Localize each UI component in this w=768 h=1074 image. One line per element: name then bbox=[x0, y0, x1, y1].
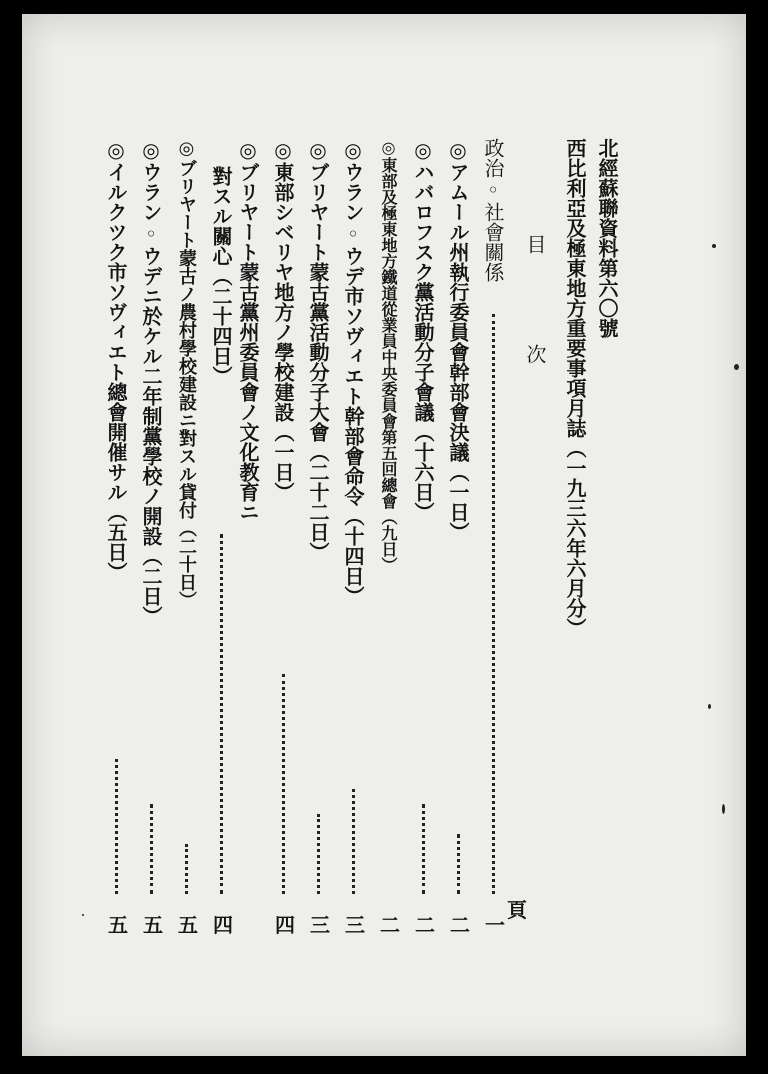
toc-leader-8 bbox=[220, 534, 223, 894]
toc-leader-9 bbox=[185, 844, 188, 894]
scan-speck bbox=[712, 244, 716, 248]
toc-item-2: ◎ハバロフスク黨活動分子會議（十六日） bbox=[411, 138, 435, 522]
toc-leader-11 bbox=[115, 759, 118, 894]
toc-leader-0 bbox=[492, 314, 495, 894]
toc-page-10: 五 bbox=[143, 913, 163, 937]
toc-item-6: ◎東部シベリヤ地方ノ學校建設（一日） bbox=[271, 138, 295, 502]
toc-page-4: 三 bbox=[345, 913, 365, 937]
scan-speck bbox=[708, 704, 711, 709]
toc-page-3: 二 bbox=[380, 913, 400, 937]
series-title: 北經蘇聯資料第六〇號 bbox=[595, 138, 619, 338]
toc-item-9: ◎ブリヤート蒙古ノ農村學校建設ニ對スル貸付（二十日） bbox=[176, 138, 197, 609]
scan-speck bbox=[82, 914, 84, 916]
toc-leader-6 bbox=[282, 674, 285, 894]
toc-item-7: ◎ブリヤート蒙古黨州委員會ノ文化教育ニ bbox=[236, 138, 260, 522]
toc-page-1: 二 bbox=[450, 913, 470, 937]
toc-leader-10 bbox=[150, 804, 153, 894]
scan-speck bbox=[734, 364, 739, 370]
toc-leader-1 bbox=[457, 834, 460, 894]
toc-item-10: ◎ウラン◦ウデニ於ケル二年制黨學校ノ開設（二日） bbox=[139, 138, 163, 626]
toc-heading-tsugi: 次 bbox=[523, 344, 547, 364]
toc-item-11: ◎イルクツク市ソヴィエト總會開催サル（五日） bbox=[104, 138, 128, 582]
toc-item-8: 對スル關心（二十四日） bbox=[209, 166, 233, 386]
page-column-label: 頁 bbox=[507, 898, 527, 922]
toc-item-5: ◎ブリヤート蒙古黨活動分子大會（二十二日） bbox=[306, 138, 330, 562]
document-page bbox=[22, 14, 746, 1056]
toc-item-3: ◎東部及極東地方鐵道從業員中央委員會第五回總會（九日） bbox=[379, 138, 398, 573]
scan-speck bbox=[722, 804, 725, 814]
toc-page-9: 五 bbox=[178, 913, 198, 937]
toc-page-2: 二 bbox=[415, 913, 435, 937]
toc-heading-moku: 目 bbox=[523, 234, 547, 254]
toc-page-5: 三 bbox=[310, 913, 330, 937]
toc-item-4: ◎ウラン◦ウデ市ソヴィエト幹部會命令（十四日） bbox=[341, 138, 365, 606]
toc-page-8: 四 bbox=[213, 913, 233, 937]
toc-leader-4 bbox=[352, 789, 355, 894]
toc-item-0: 政治◦社會關係 bbox=[481, 138, 505, 282]
toc-page-0: 一 bbox=[485, 913, 505, 937]
toc-page-6: 四 bbox=[275, 913, 295, 937]
toc-leader-2 bbox=[422, 804, 425, 894]
toc-item-1: ◎アムール州執行委員會幹部會決議（一日） bbox=[446, 138, 470, 542]
toc-page-11: 五 bbox=[108, 913, 128, 937]
document-title: 西比利亞及極東地方重要事項月誌（一九三六年六月分） bbox=[563, 138, 587, 638]
toc-leader-5 bbox=[317, 814, 320, 894]
